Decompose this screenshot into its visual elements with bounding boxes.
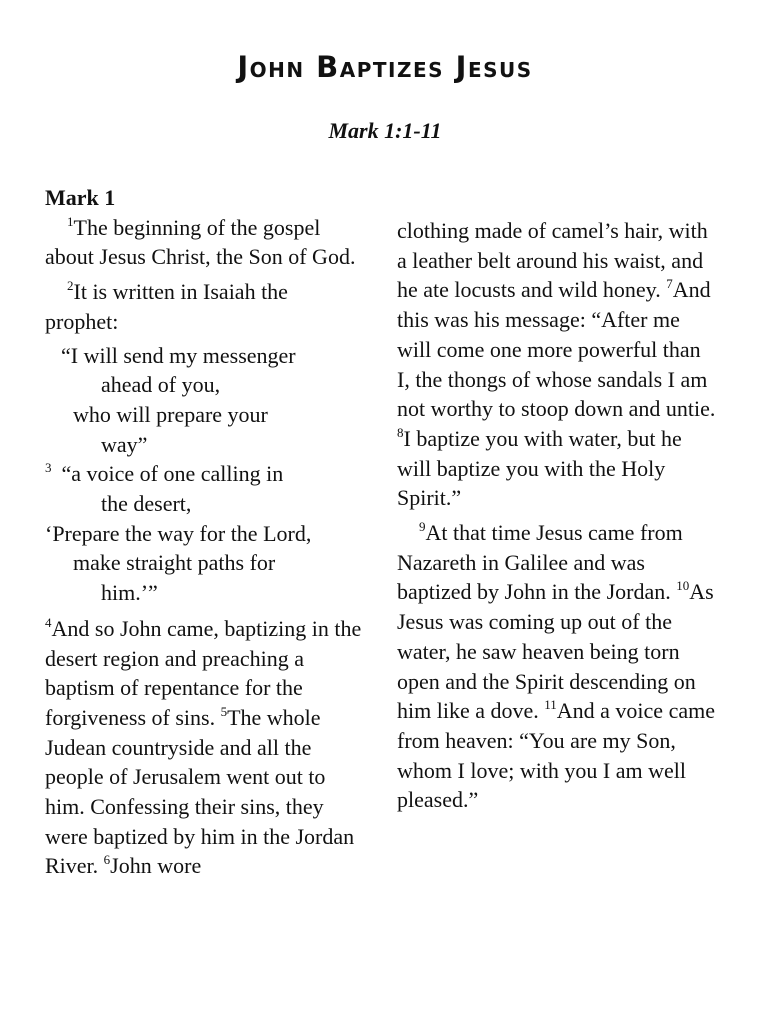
isaiah-quotation [45, 341, 365, 608]
chapter-heading: Mark 1 [45, 185, 116, 210]
right-column [397, 216, 717, 815]
verse-text: At that time Jesus came from Nazareth in Galilee and was baptized by John in the Jordan. [397, 520, 683, 605]
page-title: John Baptizes Jesus [237, 50, 533, 84]
verse-number: 7 [666, 276, 673, 292]
verse-text: clothing made of camel’s hair, with a leather belt around his waist, and he ate locusts and wild honey. [397, 218, 708, 303]
verse-number: 4 [45, 614, 52, 630]
verse-number: 2 [67, 278, 74, 294]
poem-line: him.’” [101, 580, 158, 606]
verse-text: It is written in Isaiah the prophet: [45, 279, 288, 334]
verse-number: 10 [676, 578, 690, 594]
verse-text: The beginning of the gospel about Jesus Christ, the Son of God. [45, 214, 356, 270]
verse-1 [45, 213, 365, 272]
verse-2 [45, 277, 365, 336]
verses-6-8 [397, 216, 717, 513]
poem-line: ‘Prepare the way for the Lord, [45, 520, 312, 546]
verses-9-11 [397, 518, 717, 815]
verse-text: The whole Judean countryside and all the people of Jerusalem went out to him. Confessing their sins, they were baptized by him in the Jordan River. [45, 704, 355, 879]
verse-number: 9 [419, 519, 426, 535]
verse-text: John wore [110, 853, 202, 879]
left-column [45, 183, 365, 881]
verse-number: 5 [220, 703, 228, 719]
scripture-reference: Mark 1:1-11 [328, 118, 442, 143]
verse-text: And a voice came from heaven: “You are my Son, whom I love; with you I am well pleased.” [397, 698, 715, 813]
verse-number: 8 [397, 424, 404, 440]
verse-text: And so John came, baptizing in the desert region and preaching a baptism of repentance for the forgiveness of sins. [45, 615, 362, 730]
poem-line: ahead of you, [101, 372, 221, 398]
verse-number: 6 [103, 852, 111, 868]
verse-text: I baptize you with water, but he will baptize you with the Holy Spirit.” [397, 425, 682, 511]
verse-number: 11 [544, 697, 557, 713]
poem-line: way” [101, 431, 148, 457]
verse-text: As Jesus was coming up out of the water, he saw heaven being torn open and the Spirit descending on him like a dove. [397, 579, 714, 724]
poem-line: “I will send my messenger [61, 342, 296, 368]
poem-line: make straight paths for [73, 550, 276, 576]
verse-number: 3 [45, 460, 52, 476]
poem-line: who will prepare your [73, 401, 268, 427]
poem-text: “a voice of one calling in [61, 461, 284, 487]
poem-line: the desert, [101, 491, 192, 517]
verse-number: 1 [67, 213, 74, 229]
verses-4-6 [45, 614, 365, 881]
poem-line [45, 459, 365, 489]
verse-text: And this was his message: “After me will come one more powerful than I, the thongs of whose sandals I am not worthy to stoop down and untie. [397, 277, 716, 422]
